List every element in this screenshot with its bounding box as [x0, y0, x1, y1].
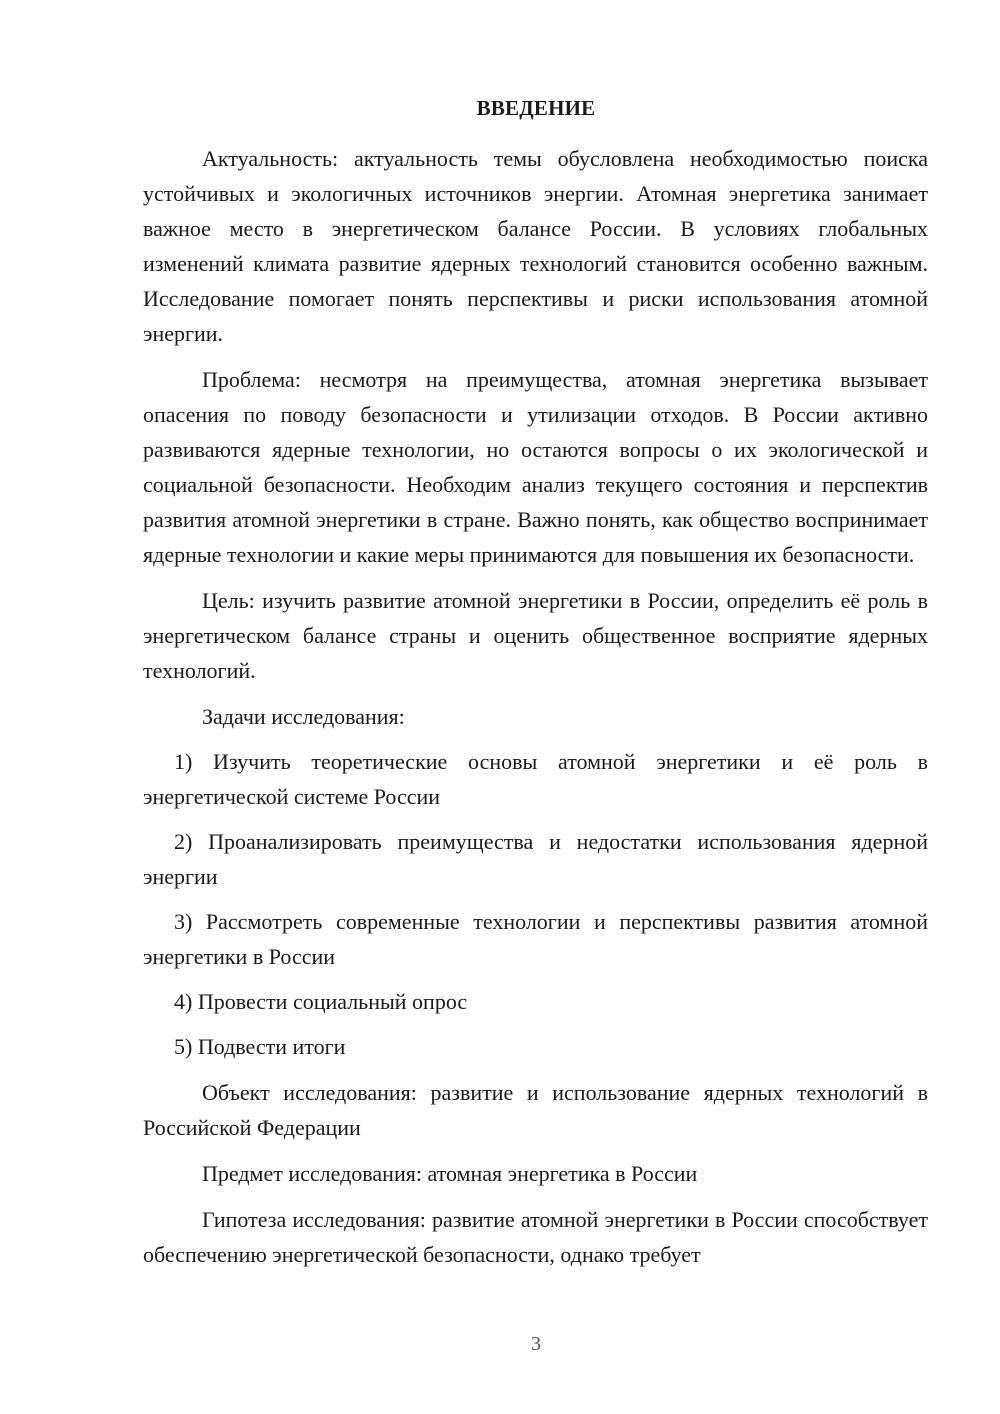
page-title: ВВЕДЕНИЕ — [476, 96, 596, 120]
document-body — [143, 141, 928, 1272]
tasks-heading: Задачи исследования: — [202, 704, 405, 729]
task-item-2: 2) Проанализировать преимущества и недостатки использования ядерной энергии — [143, 829, 928, 889]
paragraph-relevance: Актуальность: актуальность темы обусловлена необходимостью поиска устойчивых и экологичных источников энергии. Атомная энергетика занимает важное место в энергетическом балансе России. В условиях глобальных изменений климата развитие ядерных технологий становится особенно важным. Исследование помогает понять перспективы и риски использования атомной энергии. — [143, 146, 928, 346]
task-item-3: 3) Рассмотреть современные технологии и перспективы развития атомной энергетики в России — [143, 909, 928, 969]
paragraph-hypothesis: Гипотеза исследования: развитие атомной энергетики в России способствует обеспечению энергетической безопасности, однако требует — [143, 1207, 928, 1267]
task-item-1: 1) Изучить теоретические основы атомной энергетики и её роль в энергетической системе России — [143, 749, 928, 809]
paragraph-goal: Цель: изучить развитие атомной энергетики в России, определить её роль в энергетическом балансе страны и оценить общественное восприятие ядерных технологий. — [143, 588, 928, 683]
task-item-5: 5) Подвести итоги — [174, 1034, 346, 1059]
paragraph-subject: Предмет исследования: атомная энергетика в России — [202, 1161, 698, 1186]
task-item-4: 4) Провести социальный опрос — [174, 989, 468, 1014]
paragraph-problem: Проблема: несмотря на преимущества, атомная энергетика вызывает опасения по поводу безопасности и утилизации отходов. В России активно развиваются ядерные технологии, но остаются вопросы о их экологической и социальной безопасности. Необходим анализ текущего состояния и перспектив развития атомной энергетики в стране. Важно понять, как общество воспринимает ядерные технологии и какие меры принимаются для повышения их безопасности. — [143, 367, 928, 567]
page-number: 3 — [531, 1333, 541, 1355]
paragraph-object: Объект исследования: развитие и использование ядерных технологий в Российской Федерации — [143, 1080, 928, 1140]
